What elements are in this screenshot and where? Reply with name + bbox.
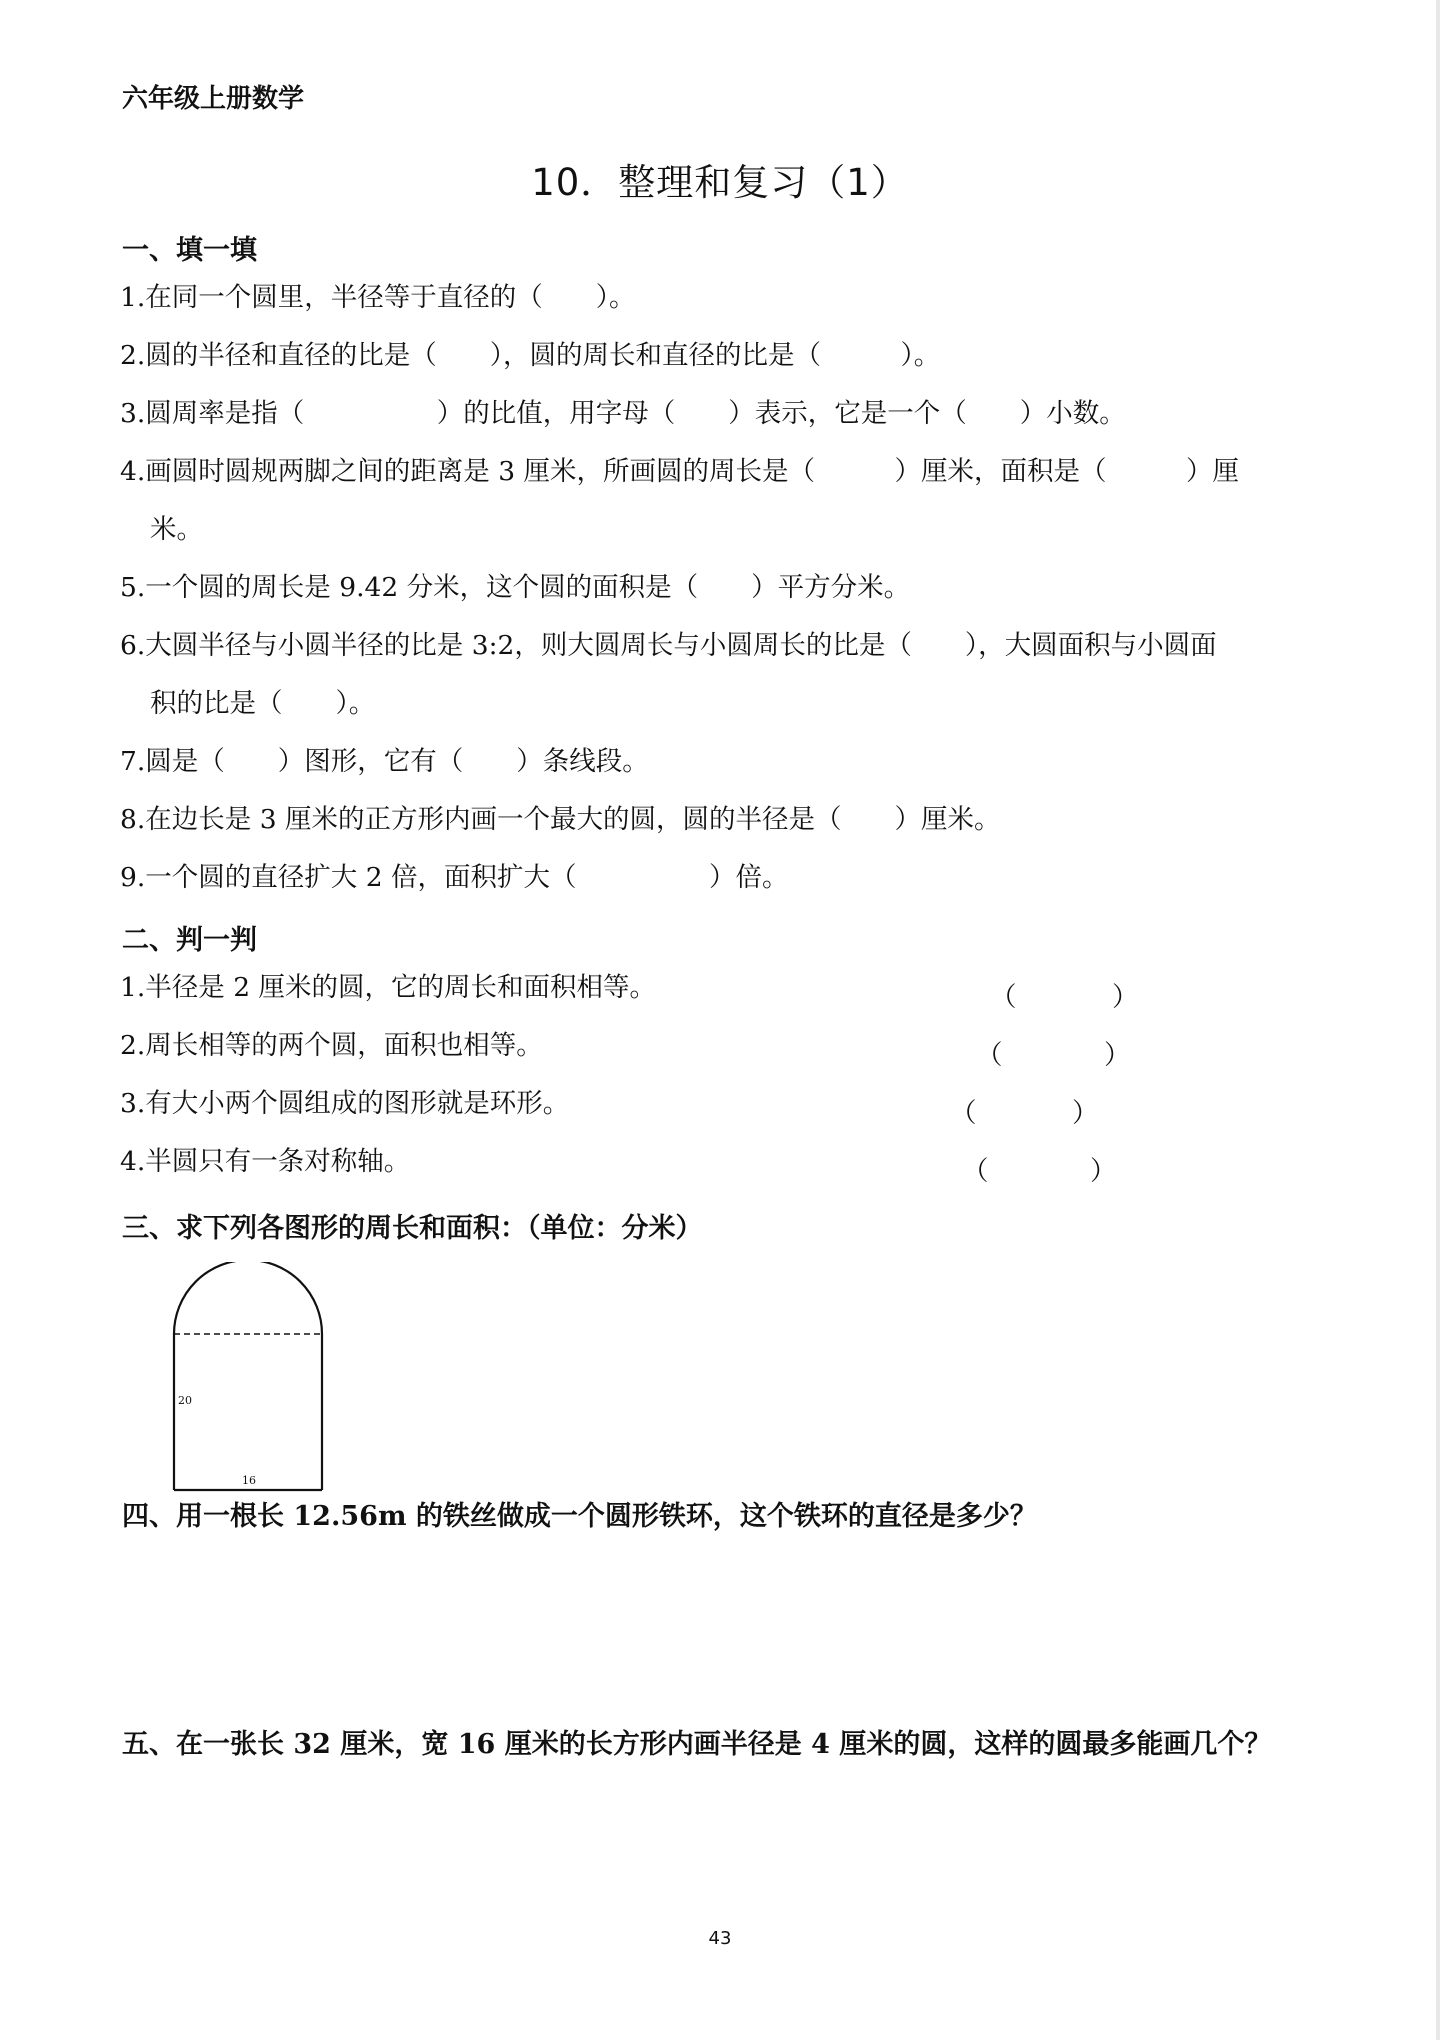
s2-answer-close-3: ） [1072,1098,1099,1129]
s2-answer-open-1: （ [990,982,1017,1013]
s2-answer-close-2: ） [1104,1040,1131,1071]
rect-semicircle-figure [168,1262,338,1498]
s2-answer-open-2: （ [976,1040,1003,1071]
s1-question-7: 7.圆是（ ）图形，它有（ ）条线段。 [120,746,649,777]
width-label: 16 [242,1474,256,1487]
s1-question-6-line2: 积的比是（ ）。 [150,688,376,719]
s1-question-3: 3.圆周率是指（ ）的比值，用字母（ ）表示，它是一个（ ）小数。 [120,398,1126,429]
s1-question-1: 1.在同一个圆里，半径等于直径的（ ）。 [120,282,636,313]
s1-question-4-line1: 4.画圆时圆规两脚之间的距离是 3 厘米，所画圆的周长是（ ）厘米，面积是（ ）厘 [120,456,1239,487]
grade-label: 六年级上册数学 [122,84,305,114]
s2-answer-close-4: ） [1090,1156,1117,1187]
s2-answer-open-3: （ [950,1098,977,1129]
s1-question-2: 2.圆的半径和直径的比是（ ），圆的周长和直径的比是（ ）。 [120,340,941,371]
s2-question-2: 2.周长相等的两个圆，面积也相等。 [120,1030,543,1061]
section1-heading: 一、填一填 [122,235,257,266]
s1-question-8: 8.在边长是 3 厘米的正方形内画一个最大的圆，圆的半径是（ ）厘米。 [120,804,1001,835]
section2-heading: 二、判一判 [122,925,257,956]
s1-question-6-line1: 6.大圆半径与小圆半径的比是 3:2，则大圆周长与小圆周长的比是（ ），大圆面积与小圆面 [120,630,1217,661]
section4-heading: 四、用一根长 12.56m 的铁丝做成一个圆形铁环，这个铁环的直径是多少？ [122,1501,1037,1532]
s2-question-4: 4.半圆只有一条对称轴。 [120,1146,411,1177]
s1-question-5: 5.一个圆的周长是 9.42 分米，这个圆的面积是（ ）平方分米。 [120,572,911,603]
section5-heading: 五、在一张长 32 厘米，宽 16 厘米的长方形内画半径是 4 厘米的圆，这样的圆最多能画几个？ [122,1729,1272,1760]
page-title: 10．整理和复习（1） [531,161,909,204]
s1-question-9: 9.一个圆的直径扩大 2 倍，面积扩大（ ）倍。 [120,862,789,893]
s2-answer-open-4: （ [962,1156,989,1187]
s2-question-3: 3.有大小两个圆组成的图形就是环形。 [120,1088,570,1119]
s2-answer-close-1: ） [1112,982,1139,1013]
semicircle-arc [174,1262,322,1334]
s2-question-1: 1.半径是 2 厘米的圆，它的周长和面积相等。 [120,972,656,1003]
height-label: 20 [178,1394,192,1407]
section3-heading: 三、求下列各图形的周长和面积：（单位：分米） [122,1213,703,1244]
page-number: 43 [708,1928,732,1949]
s1-question-4-line2: 米。 [150,514,203,545]
page-edge [1436,0,1440,2040]
